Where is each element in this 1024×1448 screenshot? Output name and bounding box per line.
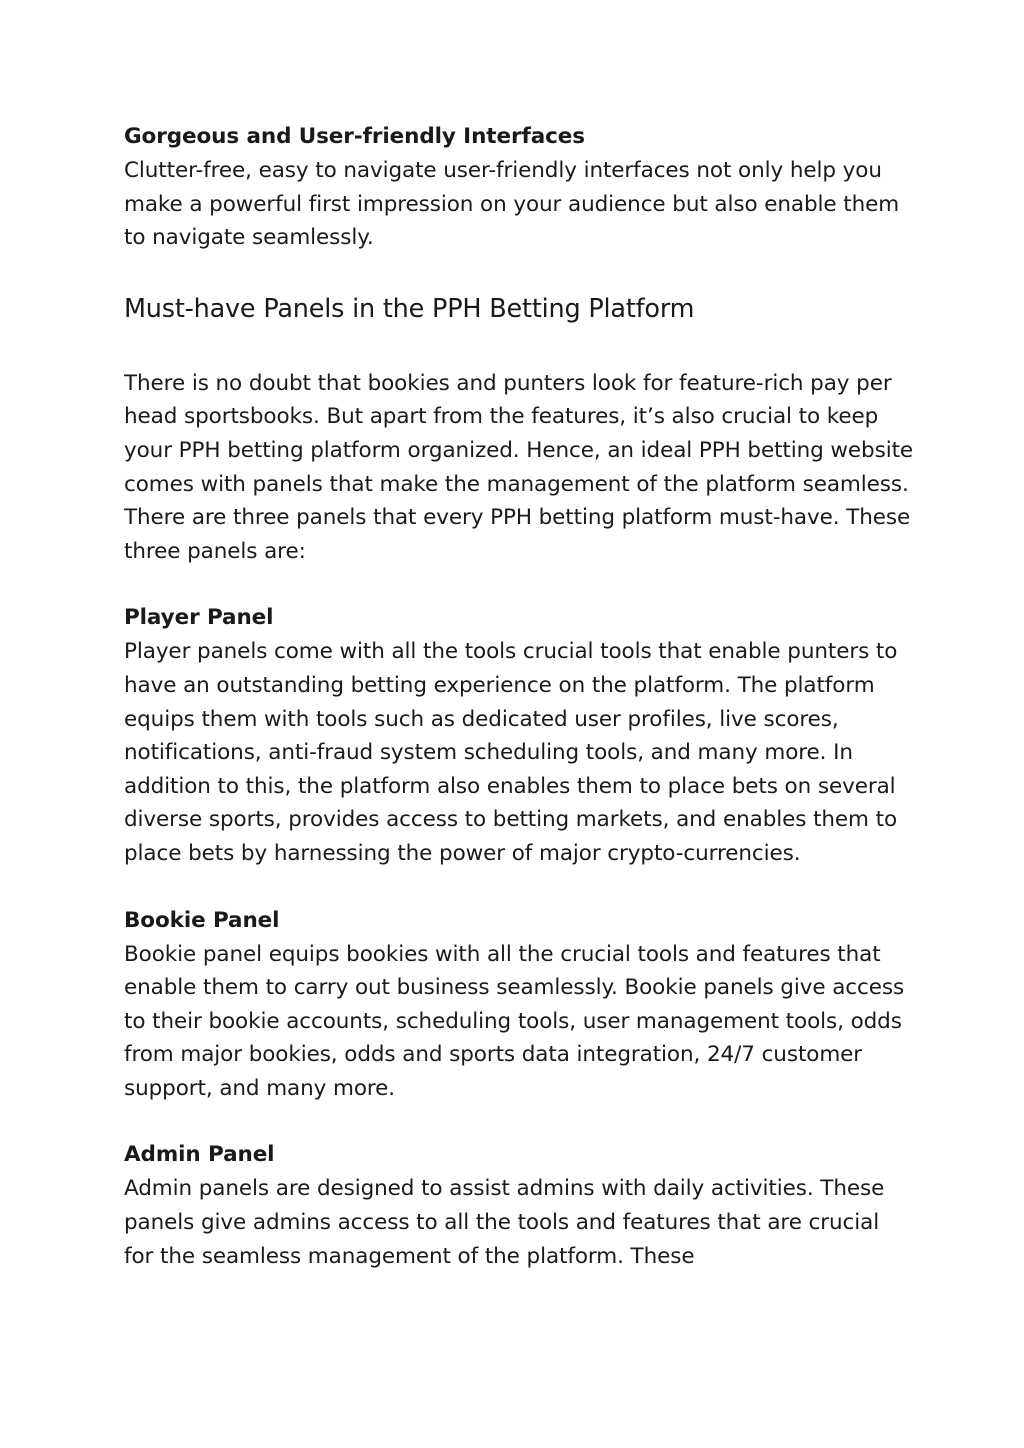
bookie-panel-body: Bookie panel equips bookies with all the crucial tools and features that enable them to carry out business seamlessly. Bookie panels give access to their bookie accounts, scheduling tools, user management tools, odds from major bookies, odds and sports data integration, 24/7 customer support, and many more. <box>124 941 905 1101</box>
player-panel-section <box>124 601 914 870</box>
interfaces-section <box>124 120 914 255</box>
interfaces-body: Clutter-free, easy to navigate user-friendly interfaces not only help you make a powerful first impression on your audience but also enable them to navigate seamlessly. <box>124 158 900 251</box>
interfaces-heading: Gorgeous and User-friendly Interfaces <box>124 124 585 149</box>
panels-heading: Must-have Panels in the PPH Betting Platform <box>124 293 695 324</box>
player-panel-body: Player panels come with all the tools crucial tools that enable punters to have an outstanding betting experience on the platform. The platform equips them with tools such as dedicated user profiles, live scores, notifications, anti-fraud system scheduling tools, and many more. In addition to this, the platform also enables them to place bets on several diverse sports, provides access to betting markets, and enables them to place bets by harnessing the power of major crypto-currencies. <box>124 639 898 866</box>
bookie-panel-section <box>124 904 914 1106</box>
admin-panel-body: Admin panels are designed to assist admins with daily activities. These panels give admins access to all the tools and features that are crucial for the seamless management of the platform. These <box>124 1176 885 1269</box>
player-panel-heading: Player Panel <box>124 605 274 631</box>
admin-panel-section <box>124 1138 914 1273</box>
panels-intro: There is no doubt that bookies and punters look for feature-rich pay per head sportsbooks. But apart from the features, it’s also crucial to keep your PPH betting platform organized. Hence, an ideal PPH betting website comes with panels that make the management of the platform seamless. There are three panels that every PPH betting platform must-have. These three panels are: <box>124 370 914 564</box>
bookie-panel-heading: Bookie Panel <box>124 907 280 933</box>
document-page <box>124 120 914 1273</box>
admin-panel-heading: Admin Panel <box>124 1142 275 1168</box>
panels-section <box>124 291 914 569</box>
